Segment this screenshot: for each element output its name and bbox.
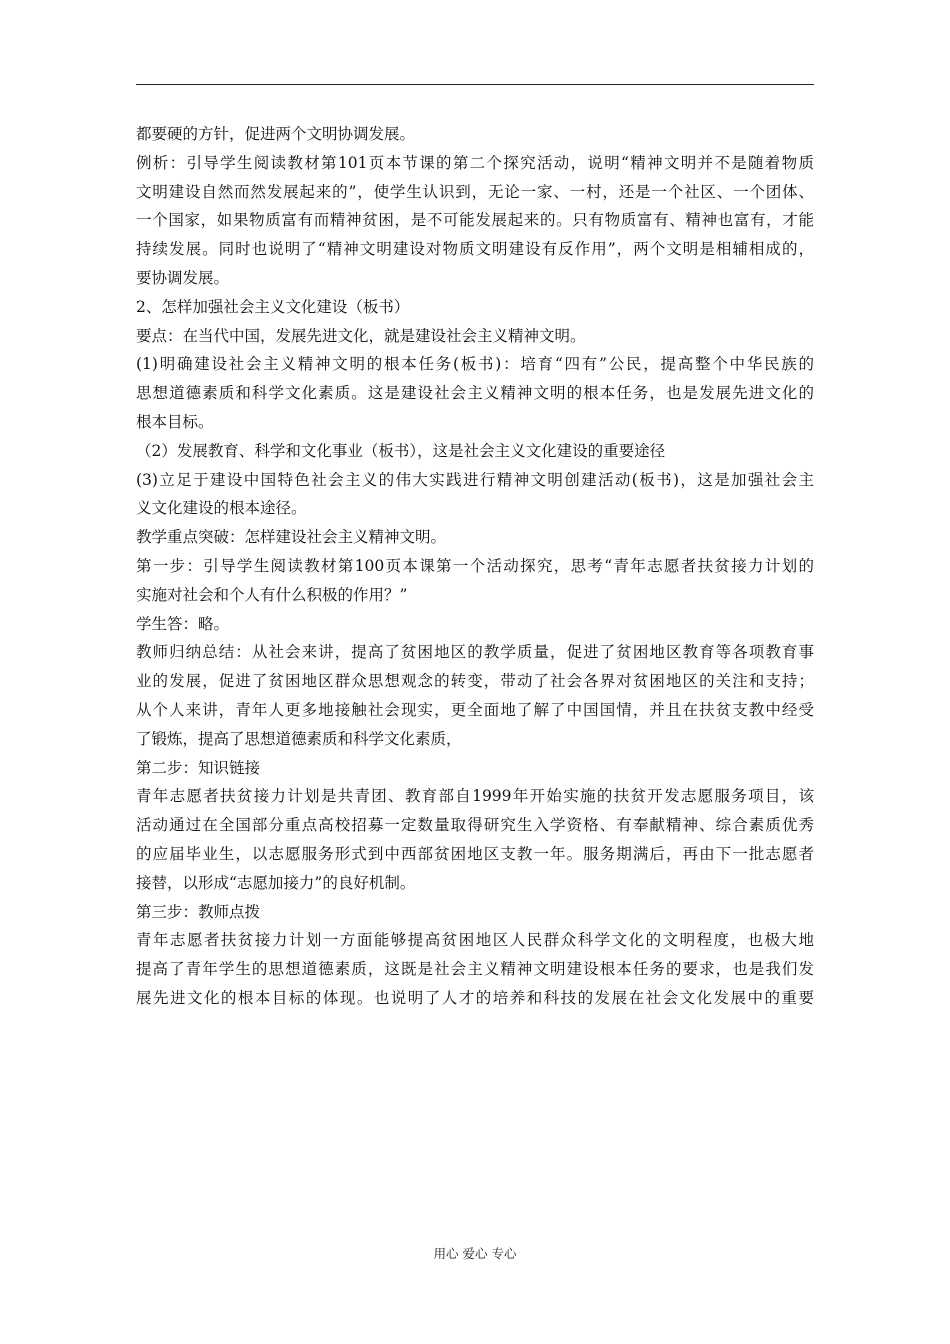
text-line: 了锻炼，提高了思想道德素质和科学文化素质， — [136, 729, 462, 748]
text-line: 2、怎样加强社会主义文化建设（板书） — [136, 297, 410, 316]
text-line: 都要硬的方针，促进两个文明协调发展。 — [136, 125, 416, 143]
text-line: 思想道德素质和科学文化素质。这是建设社会主义精神文明的根本任务，也是发展先进文化的 — [136, 384, 814, 403]
text-line: 学生答：略。 — [136, 614, 230, 633]
text-line: 展先进文化的根本目标的体现。也说明了人才的培养和科技的发展在社会文化发展中的重要 — [136, 988, 814, 1007]
text-line: 实施对社会和个人有什么积极的作用？” — [136, 585, 408, 604]
text-line: 义文化建设的根本途径。 — [136, 499, 307, 518]
text-line: （2）发展教育、科学和文化事业（板书），这是社会主义文化建设的重要途径 — [136, 441, 666, 460]
text-line: 要点：在当代中国，发展先进文化，就是建设社会主义精神文明。 — [136, 326, 586, 345]
text-line: 业的发展，促进了贫困地区群众思想观念的转变，带动了社会各界对贫困地区的关注和支持； — [136, 672, 814, 691]
text-line: 接替，以形成“志愿加接力”的良好机制。 — [136, 873, 416, 892]
text-line: 一个国家，如果物质富有而精神贫困，是不可能发展起来的。只有物质富有、精神也富有，才能 — [136, 211, 814, 230]
text-line: 青年志愿者扶贫接力计划一方面能够提高贫困地区人民群众科学文化的文明程度，也极大地 — [136, 931, 814, 950]
text-line: 活动通过在全国部分重点高校招募一定数量取得研究生入学资格、有奉献精神、综合素质优秀 — [136, 816, 814, 835]
text-line: (1)明确建设社会主义精神文明的根本任务(板书)：培育“四有”公民，提高整个中华民族的 — [136, 355, 814, 374]
text-line: 第三步：教师点拨 — [136, 902, 261, 921]
text-line: 从个人来讲，青年人更多地接触社会现实，更全面地了解了中国国情，并且在扶贫支教中经受 — [136, 700, 814, 719]
text-line: 的应届毕业生，以志愿服务形式到中西部贫困地区支教一年。服务期满后，再由下一批志愿者 — [136, 844, 814, 863]
text-line: (3)立足于建设中国特色社会主义的伟大实践进行精神文明创建活动(板书)，这是加强社会主 — [136, 470, 814, 489]
text-line: 持续发展。同时也说明了“精神文明建设对物质文明建设有反作用”，两个文明是相辅相成的， — [136, 240, 814, 259]
text-line: 要协调发展。 — [136, 268, 230, 287]
body-text — [136, 120, 814, 1013]
header-rule — [136, 84, 814, 85]
text-line: 青年志愿者扶贫接力计划是共青团、教育部自1999年开始实施的扶贫开发志愿服务项目，该 — [136, 787, 814, 806]
text-line: 第二步：知识链接 — [136, 758, 261, 777]
page-footer: 用心 爱心 专心 — [433, 1246, 517, 1261]
text-line: 教学重点突破：怎样建设社会主义精神文明。 — [136, 528, 447, 547]
text-line: 文明建设自然而然发展起来的”，使学生认识到，无论一家、一村，还是一个社区、一个团体、 — [136, 182, 814, 201]
text-line: 提高了青年学生的思想道德素质，这既是社会主义精神文明建设根本任务的要求，也是我们发 — [136, 960, 814, 979]
text-line: 第一步：引导学生阅读教材第100页本课第一个活动探究，思考“青年志愿者扶贫接力计划的 — [136, 556, 814, 575]
text-line: 根本目标。 — [136, 412, 214, 431]
text-line: 例析：引导学生阅读教材第101页本节课的第二个探究活动，说明“精神文明并不是随着物质 — [136, 153, 814, 172]
text-line: 教师归纳总结：从社会来讲，提高了贫困地区的教学质量，促进了贫困地区教育等各项教育事 — [136, 643, 814, 662]
